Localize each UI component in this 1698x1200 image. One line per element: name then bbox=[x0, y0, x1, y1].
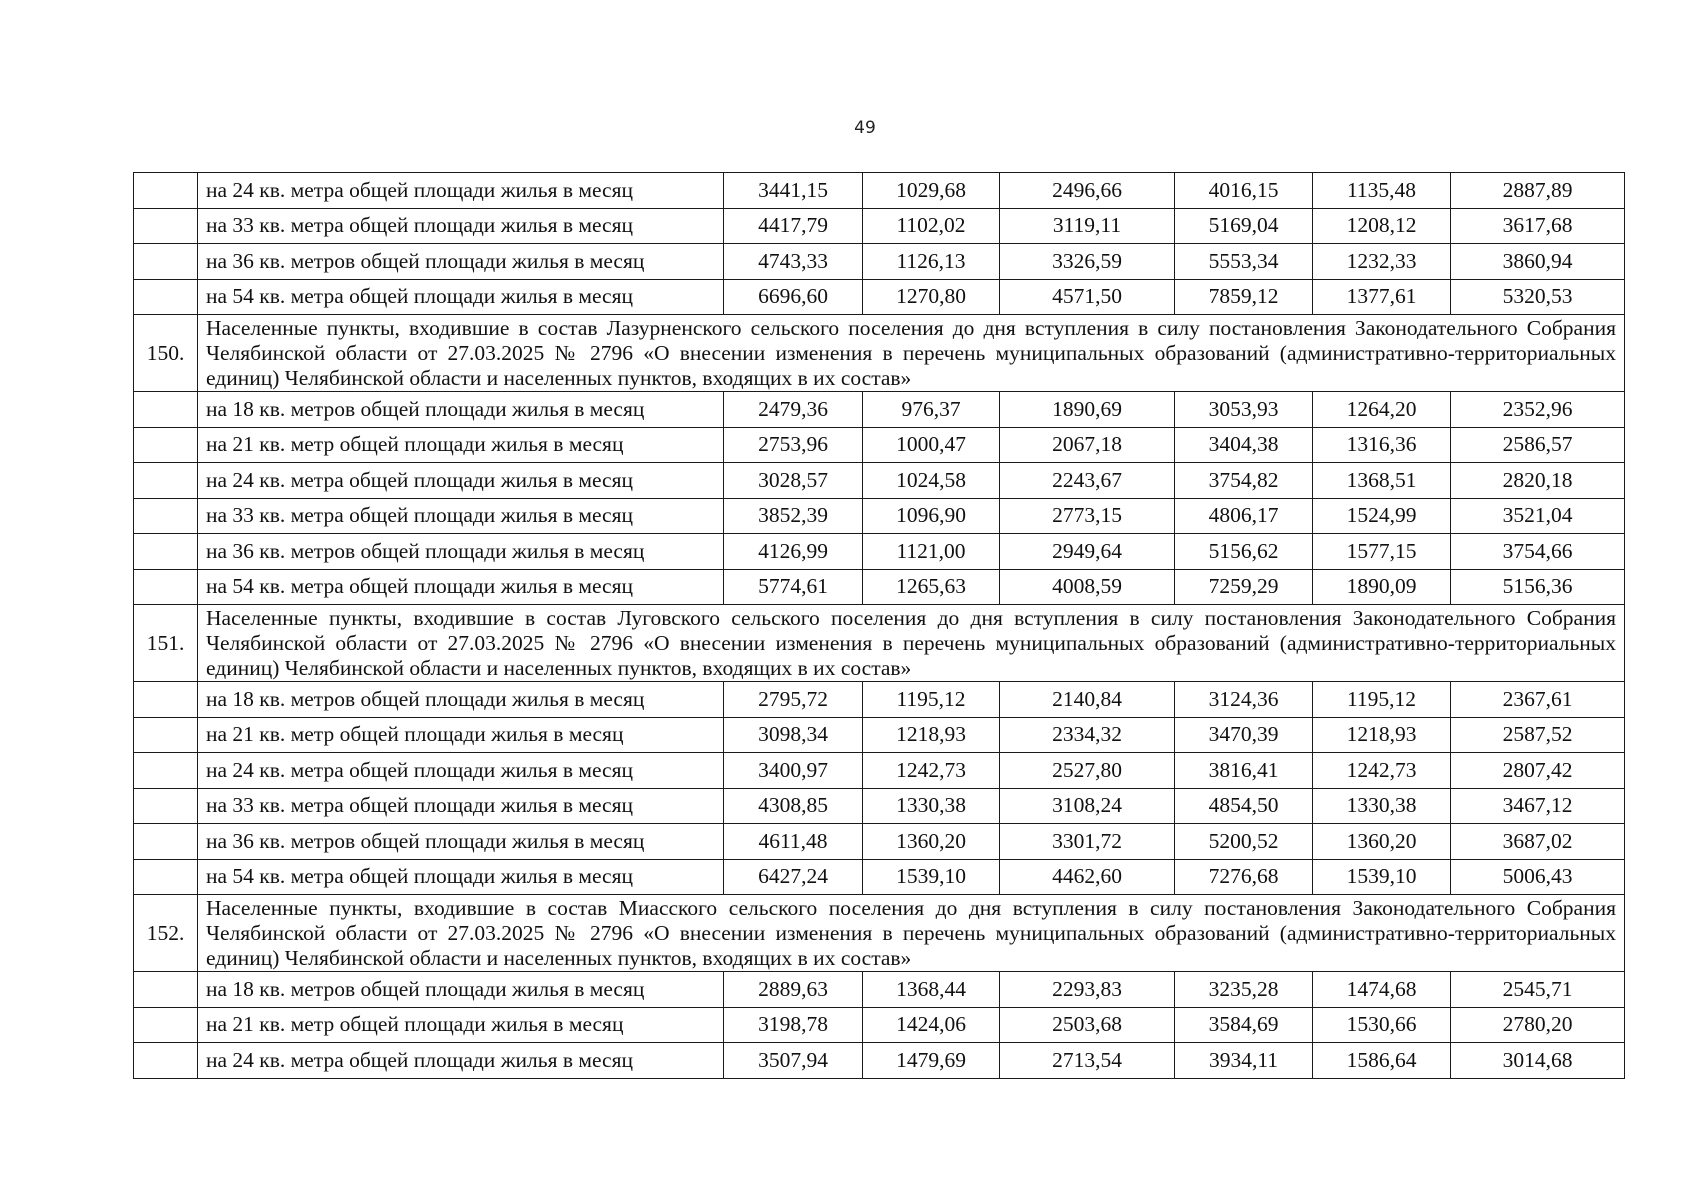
value-cell: 1135,48 bbox=[1313, 173, 1451, 209]
value-cell: 3754,66 bbox=[1451, 534, 1625, 570]
row-label: на 21 кв. метр общей площади жилья в месяц bbox=[198, 427, 724, 463]
value-cell: 2713,54 bbox=[1000, 1043, 1175, 1079]
row-number-cell: 152. bbox=[134, 895, 198, 972]
value-cell: 4016,15 bbox=[1175, 173, 1313, 209]
value-cell: 3108,24 bbox=[1000, 788, 1175, 824]
value-cell: 1524,99 bbox=[1313, 498, 1451, 534]
value-cell: 4308,85 bbox=[724, 788, 863, 824]
row-number-cell bbox=[134, 682, 198, 718]
value-cell: 1029,68 bbox=[863, 173, 1000, 209]
value-cell: 1195,12 bbox=[1313, 682, 1451, 718]
row-number-cell bbox=[134, 788, 198, 824]
row-number-cell bbox=[134, 859, 198, 895]
value-cell: 1586,64 bbox=[1313, 1043, 1451, 1079]
value-cell: 4854,50 bbox=[1175, 788, 1313, 824]
value-cell: 2780,20 bbox=[1451, 1007, 1625, 1043]
value-cell: 2352,96 bbox=[1451, 392, 1625, 428]
value-cell: 1265,63 bbox=[863, 569, 1000, 605]
value-cell: 1360,20 bbox=[863, 824, 1000, 860]
value-cell: 4462,60 bbox=[1000, 859, 1175, 895]
value-cell: 3467,12 bbox=[1451, 788, 1625, 824]
value-cell: 1264,20 bbox=[1313, 392, 1451, 428]
value-cell: 1890,69 bbox=[1000, 392, 1175, 428]
section-title: Населенные пункты, входившие в состав Луговского сельского поселения до дня вступления в силу постановления Законодательного Собрания Челябинской области от 27.03.2025 № 2796 «О внесении изменения в перечень муниципальных образований (административно-территориальных единиц) Челябинской области и населенных пунктов, входящих в их состав» bbox=[198, 605, 1625, 682]
table-row bbox=[134, 788, 1625, 824]
value-cell: 1424,06 bbox=[863, 1007, 1000, 1043]
value-cell: 2527,80 bbox=[1000, 753, 1175, 789]
value-cell: 1242,73 bbox=[863, 753, 1000, 789]
section-header-row bbox=[134, 895, 1625, 972]
value-cell: 1195,12 bbox=[863, 682, 1000, 718]
value-cell: 2587,52 bbox=[1451, 717, 1625, 753]
value-cell: 2140,84 bbox=[1000, 682, 1175, 718]
table-row bbox=[134, 972, 1625, 1008]
row-number-cell bbox=[134, 824, 198, 860]
table-row bbox=[134, 1043, 1625, 1079]
value-cell: 5156,36 bbox=[1451, 569, 1625, 605]
value-cell: 3860,94 bbox=[1451, 244, 1625, 280]
value-cell: 4743,33 bbox=[724, 244, 863, 280]
table-row bbox=[134, 1007, 1625, 1043]
row-number-cell bbox=[134, 279, 198, 315]
row-label: на 18 кв. метров общей площади жилья в месяц bbox=[198, 392, 724, 428]
value-cell: 1102,02 bbox=[863, 208, 1000, 244]
table-row bbox=[134, 208, 1625, 244]
value-cell: 2367,61 bbox=[1451, 682, 1625, 718]
value-cell: 1330,38 bbox=[1313, 788, 1451, 824]
value-cell: 3098,34 bbox=[724, 717, 863, 753]
row-label: на 24 кв. метра общей площади жилья в месяц bbox=[198, 173, 724, 209]
value-cell: 1242,73 bbox=[1313, 753, 1451, 789]
table-row bbox=[134, 859, 1625, 895]
value-cell: 1232,33 bbox=[1313, 244, 1451, 280]
row-label: на 33 кв. метра общей площади жилья в месяц bbox=[198, 788, 724, 824]
row-number-cell bbox=[134, 1043, 198, 1079]
value-cell: 2887,89 bbox=[1451, 173, 1625, 209]
value-cell: 3404,38 bbox=[1175, 427, 1313, 463]
value-cell: 3584,69 bbox=[1175, 1007, 1313, 1043]
row-number-cell bbox=[134, 717, 198, 753]
value-cell: 3617,68 bbox=[1451, 208, 1625, 244]
value-cell: 1474,68 bbox=[1313, 972, 1451, 1008]
value-cell: 976,37 bbox=[863, 392, 1000, 428]
table-row bbox=[134, 498, 1625, 534]
table-row bbox=[134, 463, 1625, 499]
value-cell: 1368,44 bbox=[863, 972, 1000, 1008]
value-cell: 4571,50 bbox=[1000, 279, 1175, 315]
value-cell: 3400,97 bbox=[724, 753, 863, 789]
value-cell: 2807,42 bbox=[1451, 753, 1625, 789]
row-number-cell bbox=[134, 569, 198, 605]
table-body bbox=[134, 173, 1625, 1079]
value-cell: 4806,17 bbox=[1175, 498, 1313, 534]
row-label: на 24 кв. метра общей площади жилья в месяц bbox=[198, 463, 724, 499]
value-cell: 3053,93 bbox=[1175, 392, 1313, 428]
table-row bbox=[134, 173, 1625, 209]
value-cell: 1316,36 bbox=[1313, 427, 1451, 463]
row-number-cell bbox=[134, 463, 198, 499]
row-label: на 33 кв. метра общей площади жилья в месяц bbox=[198, 498, 724, 534]
value-cell: 2334,32 bbox=[1000, 717, 1175, 753]
table-row bbox=[134, 392, 1625, 428]
row-number-cell bbox=[134, 427, 198, 463]
value-cell: 2503,68 bbox=[1000, 1007, 1175, 1043]
row-label: на 21 кв. метр общей площади жилья в месяц bbox=[198, 1007, 724, 1043]
page-number: 49 bbox=[854, 118, 876, 138]
value-cell: 2586,57 bbox=[1451, 427, 1625, 463]
value-cell: 4008,59 bbox=[1000, 569, 1175, 605]
tariff-table bbox=[133, 172, 1625, 1079]
value-cell: 3852,39 bbox=[724, 498, 863, 534]
value-cell: 7276,68 bbox=[1175, 859, 1313, 895]
value-cell: 5553,34 bbox=[1175, 244, 1313, 280]
row-number-cell bbox=[134, 972, 198, 1008]
value-cell: 1218,93 bbox=[863, 717, 1000, 753]
value-cell: 2243,67 bbox=[1000, 463, 1175, 499]
row-label: на 24 кв. метра общей площади жилья в месяц bbox=[198, 1043, 724, 1079]
value-cell: 2496,66 bbox=[1000, 173, 1175, 209]
value-cell: 1360,20 bbox=[1313, 824, 1451, 860]
value-cell: 1218,93 bbox=[1313, 717, 1451, 753]
value-cell: 1539,10 bbox=[863, 859, 1000, 895]
value-cell: 3014,68 bbox=[1451, 1043, 1625, 1079]
row-number-cell bbox=[134, 244, 198, 280]
value-cell: 1530,66 bbox=[1313, 1007, 1451, 1043]
value-cell: 3441,15 bbox=[724, 173, 863, 209]
row-label: на 21 кв. метр общей площади жилья в месяц bbox=[198, 717, 724, 753]
table-row bbox=[134, 824, 1625, 860]
row-label: на 36 кв. метров общей площади жилья в месяц bbox=[198, 824, 724, 860]
value-cell: 3028,57 bbox=[724, 463, 863, 499]
value-cell: 1368,51 bbox=[1313, 463, 1451, 499]
value-cell: 2293,83 bbox=[1000, 972, 1175, 1008]
table-row bbox=[134, 682, 1625, 718]
row-label: на 18 кв. метров общей площади жилья в месяц bbox=[198, 682, 724, 718]
value-cell: 1024,58 bbox=[863, 463, 1000, 499]
table-row bbox=[134, 244, 1625, 280]
value-cell: 2949,64 bbox=[1000, 534, 1175, 570]
value-cell: 7859,12 bbox=[1175, 279, 1313, 315]
value-cell: 1890,09 bbox=[1313, 569, 1451, 605]
value-cell: 5006,43 bbox=[1451, 859, 1625, 895]
table-row bbox=[134, 717, 1625, 753]
section-header-row bbox=[134, 315, 1625, 392]
value-cell: 1539,10 bbox=[1313, 859, 1451, 895]
value-cell: 4126,99 bbox=[724, 534, 863, 570]
value-cell: 5156,62 bbox=[1175, 534, 1313, 570]
row-label: на 33 кв. метра общей площади жилья в месяц bbox=[198, 208, 724, 244]
row-number-cell bbox=[134, 498, 198, 534]
value-cell: 5169,04 bbox=[1175, 208, 1313, 244]
value-cell: 1270,80 bbox=[863, 279, 1000, 315]
value-cell: 2479,36 bbox=[724, 392, 863, 428]
value-cell: 2753,96 bbox=[724, 427, 863, 463]
value-cell: 6427,24 bbox=[724, 859, 863, 895]
value-cell: 1126,13 bbox=[863, 244, 1000, 280]
row-label: на 36 кв. метров общей площади жилья в месяц bbox=[198, 534, 724, 570]
row-number-cell bbox=[134, 208, 198, 244]
section-title: Населенные пункты, входившие в состав Миасского сельского поселения до дня вступления в силу постановления Законодательного Собрания Челябинской области от 27.03.2025 № 2796 «О внесении изменения в перечень муниципальных образований (административно-территориальных единиц) Челябинской области и населенных пунктов, входящих в их состав» bbox=[198, 895, 1625, 972]
value-cell: 2067,18 bbox=[1000, 427, 1175, 463]
table-row bbox=[134, 569, 1625, 605]
row-number-cell: 151. bbox=[134, 605, 198, 682]
row-label: на 54 кв. метра общей площади жилья в месяц bbox=[198, 859, 724, 895]
value-cell: 1000,47 bbox=[863, 427, 1000, 463]
row-number-cell: 150. bbox=[134, 315, 198, 392]
table-row bbox=[134, 427, 1625, 463]
value-cell: 3754,82 bbox=[1175, 463, 1313, 499]
value-cell: 4417,79 bbox=[724, 208, 863, 244]
row-number-cell bbox=[134, 534, 198, 570]
value-cell: 3521,04 bbox=[1451, 498, 1625, 534]
row-label: на 24 кв. метра общей площади жилья в месяц bbox=[198, 753, 724, 789]
row-number-cell bbox=[134, 1007, 198, 1043]
value-cell: 3687,02 bbox=[1451, 824, 1625, 860]
value-cell: 3507,94 bbox=[724, 1043, 863, 1079]
value-cell: 2795,72 bbox=[724, 682, 863, 718]
row-label: на 54 кв. метра общей площади жилья в месяц bbox=[198, 279, 724, 315]
value-cell: 2545,71 bbox=[1451, 972, 1625, 1008]
value-cell: 3816,41 bbox=[1175, 753, 1313, 789]
row-label: на 54 кв. метра общей площади жилья в месяц bbox=[198, 569, 724, 605]
value-cell: 6696,60 bbox=[724, 279, 863, 315]
value-cell: 3198,78 bbox=[724, 1007, 863, 1043]
value-cell: 3470,39 bbox=[1175, 717, 1313, 753]
row-label: на 18 кв. метров общей площади жилья в месяц bbox=[198, 972, 724, 1008]
value-cell: 3934,11 bbox=[1175, 1043, 1313, 1079]
value-cell: 1479,69 bbox=[863, 1043, 1000, 1079]
value-cell: 5200,52 bbox=[1175, 824, 1313, 860]
table-row bbox=[134, 279, 1625, 315]
value-cell: 3235,28 bbox=[1175, 972, 1313, 1008]
row-number-cell bbox=[134, 173, 198, 209]
value-cell: 4611,48 bbox=[724, 824, 863, 860]
value-cell: 5320,53 bbox=[1451, 279, 1625, 315]
value-cell: 1121,00 bbox=[863, 534, 1000, 570]
value-cell: 2820,18 bbox=[1451, 463, 1625, 499]
section-title: Населенные пункты, входившие в состав Лазурненского сельского поселения до дня вступления в силу постановления Законодательного Собрания Челябинской области от 27.03.2025 № 2796 «О внесении изменения в перечень муниципальных образований (административно-территориальных единиц) Челябинской области и населенных пунктов, входящих в их состав» bbox=[198, 315, 1625, 392]
row-number-cell bbox=[134, 392, 198, 428]
value-cell: 1577,15 bbox=[1313, 534, 1451, 570]
table-row bbox=[134, 753, 1625, 789]
table-row bbox=[134, 534, 1625, 570]
value-cell: 1096,90 bbox=[863, 498, 1000, 534]
value-cell: 2773,15 bbox=[1000, 498, 1175, 534]
value-cell: 3124,36 bbox=[1175, 682, 1313, 718]
value-cell: 3119,11 bbox=[1000, 208, 1175, 244]
value-cell: 3326,59 bbox=[1000, 244, 1175, 280]
value-cell: 1208,12 bbox=[1313, 208, 1451, 244]
value-cell: 1330,38 bbox=[863, 788, 1000, 824]
section-header-row bbox=[134, 605, 1625, 682]
value-cell: 2889,63 bbox=[724, 972, 863, 1008]
row-label: на 36 кв. метров общей площади жилья в месяц bbox=[198, 244, 724, 280]
value-cell: 3301,72 bbox=[1000, 824, 1175, 860]
value-cell: 1377,61 bbox=[1313, 279, 1451, 315]
value-cell: 7259,29 bbox=[1175, 569, 1313, 605]
value-cell: 5774,61 bbox=[724, 569, 863, 605]
row-number-cell bbox=[134, 753, 198, 789]
